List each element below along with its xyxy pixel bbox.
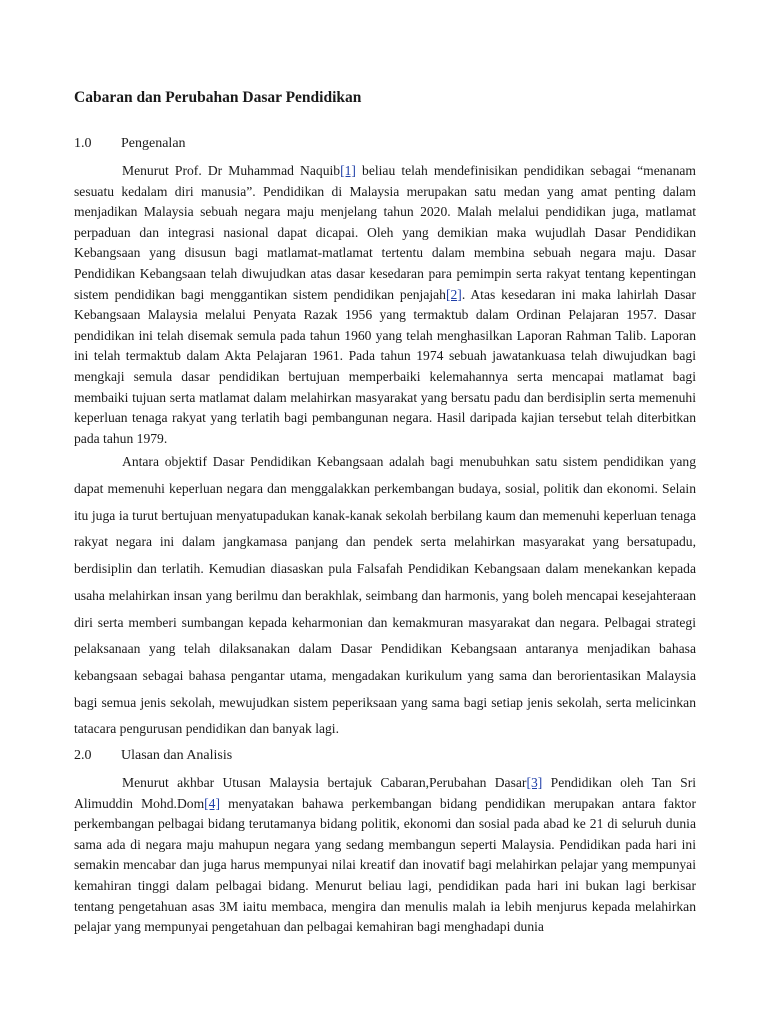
footnote-link-4[interactable]: [4] <box>204 795 220 811</box>
section-heading-review <box>74 747 696 765</box>
footnote-link-1[interactable]: [1] <box>340 163 356 178</box>
section-heading-text: Ulasan dan Analisis <box>121 748 233 764</box>
paragraph-text: Menurut akhbar Utusan Malaysia bertajuk Cabaran,Perubahan Dasar <box>122 775 527 791</box>
section-heading-introduction <box>74 135 696 153</box>
document-page <box>74 88 696 938</box>
paragraph-text: . Atas kesedaran ini maka lahirlah Dasar Kebangsaan Malaysia melalui Penyata Razak 1956 yang termaktub dalam Ordinan Pelajaran 1957. Dasar pendidikan ini telah disemak semula pada tahun 1960 yang telah menghasilkan Laporan Rahman Talib. Laporan ini telah termaktub dalam Akta Pelajaran 1961. Pada tahun 1974 sebuah jawatankuasa telah diwujudkan bagi mengkaji semula dasar pendidikan bertujuan memperbaiki kelemahannya serta mencapai matlamat bagi membaiki tujuan serta matlamat dalam melahirkan masyarakat yang bersatu padu dan berdisiplin serta memenuhi keperluan tenaga rakyat yang terlatih bagi pembangunan negara. Hasil daripada kajian tersebut telah diterbitkan pada tahun 1979. <box>74 286 696 446</box>
paragraph-objectives: Antara objektif Dasar Pendidikan Kebangsaan adalah bagi menubuhkan satu sistem pendidikan yang dapat memenuhi keperluan negara dan menggalakkan perkembangan budaya, sosial, politik dan ekonomi. Selain itu juga ia turut bertujuan menyatupadukan kanak-kanak sekolah berbilang kaum dan memenuhi keperluan tenaga rakyat negara ini dalam jangkamasa panjang dan pendek serta melahirkan masyarakat yang bersatupadu, berdisiplin dan terlatih. Kemudian diasaskan pula Falsafah Pendidikan Kebangsaan dalam menekankan kepada usaha melahirkan insan yang berilmu dan berakhlak, seimbang dan harmonis, yang boleh mencapai kesejahteraan diri serta memberi sumbangan kepada keharmonian dan kemakmuran masyarakat dan negara. Pelbagai strategi pelaksanaan yang telah dilaksanakan dalam Dasar Pendidikan Kebangsaan antaranya menjadikan bahasa kebangsaan sebagai bahasa pengantar utama, mengadakan kurikulum yang sama dan berorientasikan Malaysia bagi semua jenis sekolah, mewujudkan sistem peperiksaan yang sama bagi setiap jenis sekolah, serta melicinkan tatacara pengurusan pendidikan dan banyak lagi. <box>74 454 696 737</box>
section-number: 2.0 <box>74 748 92 764</box>
paragraph-text: Pendidikan oleh Tan Sri Alimuddin Mohd.Dom <box>74 775 696 811</box>
footnote-link-3[interactable]: [3] <box>526 775 543 791</box>
paragraph-review <box>74 773 696 938</box>
document-title: Cabaran dan Perubahan Dasar Pendidikan <box>74 89 362 106</box>
paragraph-text: beliau telah mendefinisikan pendidikan sebagai “menanam sesuatu kedalam diri manusia”. Pendidikan di Malaysia merupakan satu medan yang amat penting dalam menjadikan Malaysia sebuah negara maju menjelang tahun 2020. Malah melalui pendidikan juga, matlamat perpaduan dan integrasi nasional dapat dicapai. Oleh yang demikian maka wujudlah Dasar Pendidikan Kebangsaan yang disusun bagi matlamat-matlamat tertentu dalam membina sebuah negara maju. Dasar Pendidikan Kebangsaan telah diwujudkan atas dasar kesedaran para pemimpin serta rakyat tentang kepentingan sistem pendidikan bagi menggantikan sistem pendidikan penjajah <box>74 163 696 302</box>
footnote-link-2[interactable]: [2] <box>445 286 462 302</box>
paragraph-introduction <box>74 161 696 449</box>
section-number: 1.0 <box>74 136 92 151</box>
section-heading-text: Pengenalan <box>121 136 186 151</box>
paragraph-text: Menurut Prof. Dr Muhammad Naquib <box>122 163 341 178</box>
paragraph-text: menyatakan bahawa perkembangan bidang pendidikan merupakan antara faktor perkembangan pelbagai bidang terutamanya bidang politik, ekonomi dan sosial pada abad ke 21 di seluruh dunia sama ada di negara maju mahupun negara yang sedang membangun seperti Malaysia. Pendidikan pada hari ini semakin mencabar dan juga harus mempunyai nilai kreatif dan inovatif bagi melahirkan pelajar yang mempunyai kemahiran tinggi dalam pelbagai bidang. Menurut beliau lagi, pendidikan pada hari ini bukan lagi berkisar tentang pengetahuan asas 3M iaitu membaca, mengira dan menulis malah ia lebih menjurus kepada melahirkan pelajar yang mempunyai pengetahuan dan pelbagai kemahiran bagi menghadapi dunia <box>74 795 696 935</box>
